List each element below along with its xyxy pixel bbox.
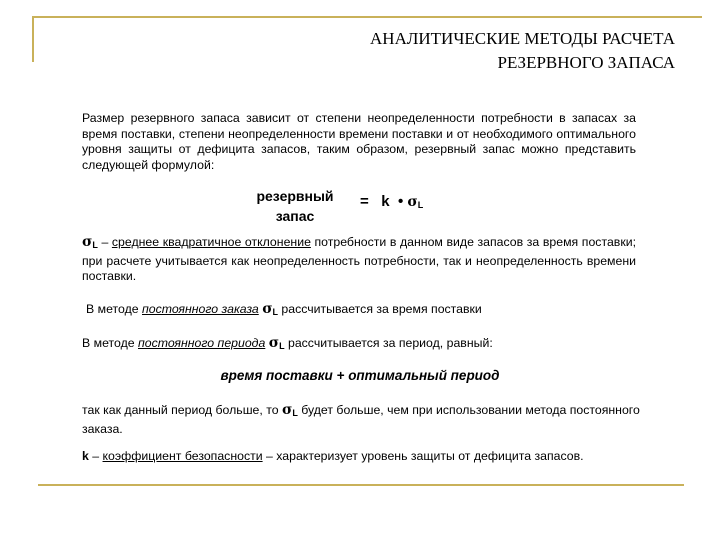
period-formula: время поставки + оптимальный период (220, 368, 500, 383)
k-term: коэффициент безопасности (102, 449, 263, 463)
sigma-subscript: L (92, 240, 98, 250)
frame-top-line (32, 16, 702, 18)
fixed-period-method: постоянного периода (138, 336, 266, 350)
sigma-subscript: L (417, 200, 424, 210)
sigma-symbol: σ (281, 402, 293, 418)
fixed-order-line: В методе постоянного заказа $\sigma_L$ рассчитывается за время поставки (86, 301, 482, 317)
formula-lhs (250, 186, 340, 226)
intro-paragraph: Размер резервного запаса зависит от степени неопределенности потребности в запасах за время поставки, степени неопределенности времени поставки и от необходимого оптимального уровня защиты от дефицита запасов, таким образом, резервный запас можно представить следующей формулой: (82, 111, 636, 172)
formula-dot: • (397, 193, 404, 210)
formula-equals: = (360, 193, 369, 210)
sigma-symbol: σ (262, 301, 273, 317)
k-definition: k – коэффициент безопасности – характеризует уровень защиты от дефицита запасов. (82, 449, 584, 463)
sigma-subscript: L (279, 341, 285, 351)
sigma-term: среднее квадратичное отклонение (111, 235, 311, 249)
frame-left-line (32, 16, 34, 62)
fixed-period-line: В методе постоянного периода $\sigma_L$ рассчитывается за период, равный: (82, 335, 493, 351)
sigma-symbol: σ (407, 194, 418, 210)
slide-title (175, 27, 675, 75)
sigma-symbol: σ (268, 335, 280, 351)
conclusion-paragraph: так как данный период больше, то $\sigma_L$ будет больше, чем при использовании метода постоянного заказа. (82, 402, 640, 436)
sigma-subscript: L (292, 408, 298, 418)
sigma-definition: $\sigma_L$ – среднее квадратичное отклонение потребности в данном виде запасов за время поставки; при расчете учитывается как неопределенность потребности, так и неопределенность времени поставки. (82, 234, 636, 284)
sigma-subscript: L (272, 307, 279, 317)
formula-k: k (381, 193, 390, 210)
fixed-order-method: постоянного заказа (142, 302, 259, 316)
formula-rhs (360, 193, 423, 210)
formula-lhs-line-1: резервный (256, 188, 334, 204)
sigma-symbol: σ (82, 234, 93, 250)
title-line-1: АНАЛИТИЧЕСКИЕ МЕТОДЫ РАСЧЕТА (370, 29, 675, 48)
formula-lhs-line-2: запас (275, 208, 315, 224)
k-symbol: k (82, 449, 89, 463)
title-line-2: РЕЗЕРВНОГО ЗАПАСА (497, 53, 675, 72)
frame-bottom-line (38, 484, 684, 486)
